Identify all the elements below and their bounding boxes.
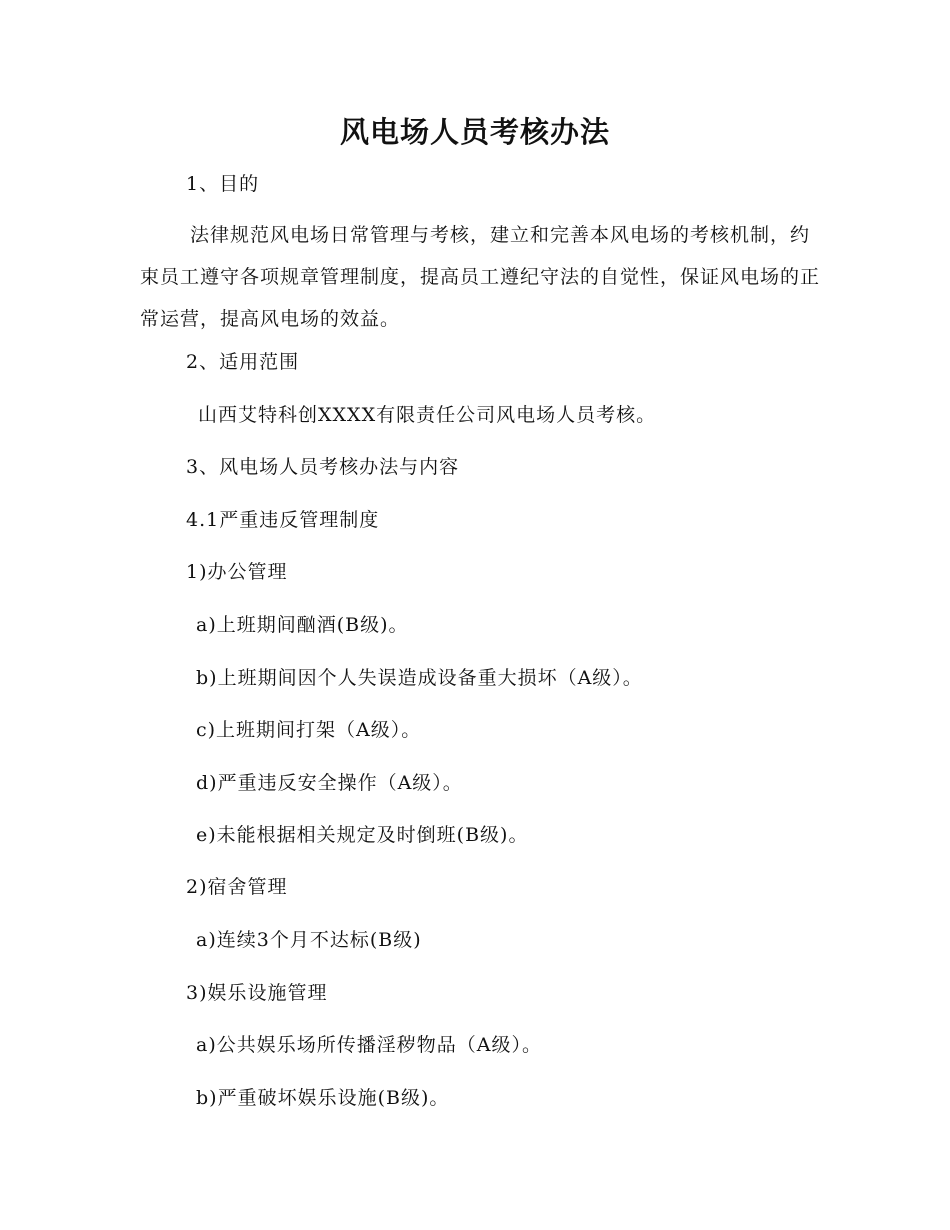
list-item: a)公共娱乐场所传播淫秽物品（A级）。 <box>196 1034 542 1056</box>
list-item: a)连续3个月不达标(B级) <box>196 929 422 951</box>
purpose-paragraph <box>140 214 820 340</box>
office-heading: 1)办公管理 <box>186 561 288 583</box>
purpose-heading: 1、目的 <box>186 173 260 195</box>
method-heading: 3、风电场人员考核办法与内容 <box>186 456 460 478</box>
document-title: 风电场人员考核办法 <box>339 115 610 149</box>
scope-text: 山西艾特科创XXXX有限责任公司风电场人员考核。 <box>198 404 657 426</box>
list-item: d)严重违反安全操作（A级）。 <box>196 772 463 794</box>
list-item: c)上班期间打架（A级）。 <box>196 719 422 741</box>
list-item: a)上班期间酗酒(B级)。 <box>196 614 409 636</box>
scope-heading: 2、适用范围 <box>186 351 300 373</box>
recreation-heading: 3)娱乐设施管理 <box>186 982 328 1004</box>
subsection-heading: 4.1严重违反管理制度 <box>186 509 380 531</box>
list-item: b)严重破坏娱乐设施(B级)。 <box>196 1087 450 1109</box>
list-item: b)上班期间因个人失误造成设备重大损坏（A级）。 <box>196 667 643 689</box>
list-item: e)未能根据相关规定及时倒班(B级)。 <box>196 824 529 846</box>
purpose-text: 法律规范风电场日常管理与考核，建立和完善本风电场的考核机制，约束员工遵守各项规章管理制度，提高员工遵纪守法的自觉性，保证风电场的正常运营，提高风电场的效益。 <box>140 224 821 330</box>
dorm-heading: 2)宿舍管理 <box>186 876 288 898</box>
